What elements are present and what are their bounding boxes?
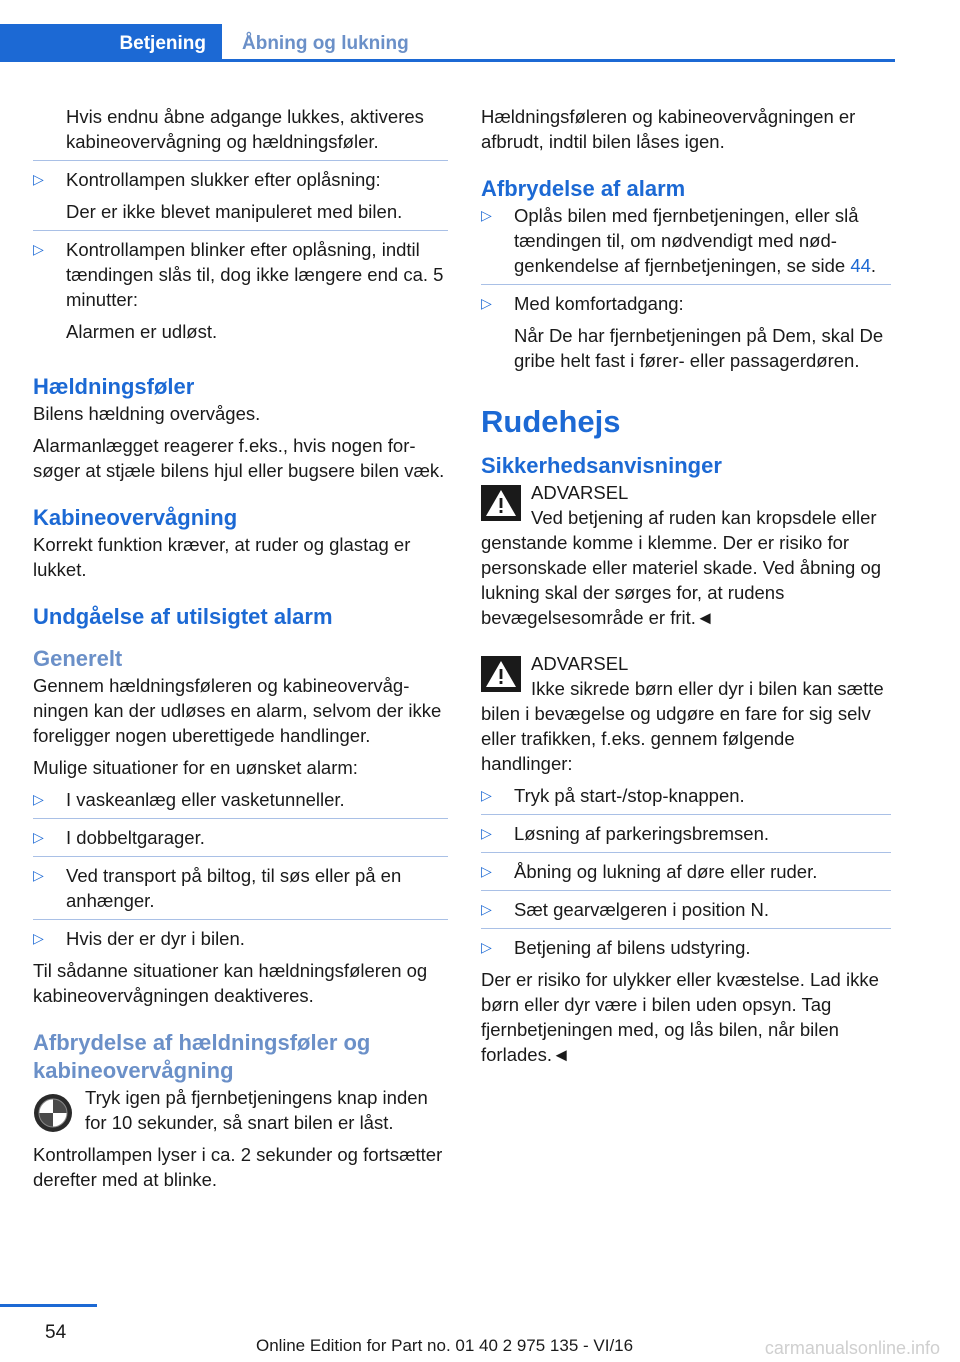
triangle-right-icon: ▷	[33, 171, 44, 187]
triangle-right-icon: ▷	[33, 867, 44, 883]
list-item	[481, 291, 891, 373]
paragraph: Alarmanlægget reagerer f.eks., hvis nogen forsøger at stjæle bilens hjul eller bugsere bilen væk.	[33, 435, 445, 481]
list-item-text: Oplås bilen med fjernbetjeningen, eller slå tændingen til, om nødvendigt med nødgenkendelse af fjernbetjeningen, se side	[514, 205, 859, 276]
list-item	[33, 926, 448, 951]
paragraph: Kontrollampen lyser i ca. 2 sekunder og fortsætter derefter med at blinke.	[33, 1144, 443, 1190]
tab-abning-og-lukning[interactable]: Åbning og lukning	[242, 32, 409, 54]
paragraph: Korrekt funktion kræver, at ruder og glastag er lukket.	[33, 534, 411, 580]
triangle-right-icon: ▷	[481, 863, 492, 879]
list-item	[481, 897, 891, 929]
list-item	[33, 237, 448, 344]
page-link-44[interactable]: 44	[850, 255, 871, 276]
heading-rudehejs: Rudehejs	[481, 404, 621, 439]
tab-betjening[interactable]: Betjening	[0, 24, 222, 62]
page-number: 54	[45, 1322, 67, 1343]
warning-block	[481, 651, 891, 676]
list-item-text: Åbning og lukning af døre eller ruder.	[514, 861, 818, 882]
list-item	[481, 859, 891, 891]
paragraph: Hældningsføleren og kabineovervågningen er afbrudt, indtil bilen låses igen.	[481, 106, 856, 152]
list-item-text: Hvis der er dyr i bilen.	[66, 928, 245, 949]
heading-undgaelse-alarm: Undgåelse af utilsigtet alarm	[33, 604, 333, 629]
list-item-text: I dobbeltgarager.	[66, 827, 205, 848]
paragraph: Bilens hældning overvåges.	[33, 403, 261, 424]
list-item-text: Tryk på start-/stop-knappen.	[514, 785, 745, 806]
bmw-logo-icon	[33, 1093, 73, 1133]
list-item-text: Betjening af bilens udstyring.	[514, 937, 751, 958]
list-item-text: Alarmen er udløst.	[66, 321, 218, 342]
warning-text: Ikke sikrede børn eller dyr i bilen kan sætte bilen i bevægelse og udgøre en fare for sig selv eller trafikken, f.eks. gennem følgende handlinger:	[481, 678, 884, 774]
list-item	[33, 167, 448, 231]
warning-triangle-icon	[481, 656, 521, 692]
paragraph: Der er risiko for ulykker eller kvæstelse. Lad ikke børn eller dyr være i bilen uden opsyn. Tag fjernbetjeningen med, og lås bilen, når bilen forlades.◄	[481, 969, 879, 1065]
paragraph: Gennem hældningsføleren og kabineovervågningen kan der udløses en alarm, selvom der ikke foreligger nogen uberettigede handlinger.	[33, 675, 442, 746]
list-item	[481, 821, 891, 853]
list-item	[481, 783, 891, 815]
triangle-right-icon: ▷	[481, 939, 492, 955]
triangle-right-icon: ▷	[33, 791, 44, 807]
list-item-text: Løsning af parkeringsbremsen.	[514, 823, 770, 844]
list-item	[481, 203, 891, 285]
list-item	[481, 935, 891, 960]
triangle-right-icon: ▷	[481, 207, 492, 223]
warning-text: Ved betjening af ruden kan kropsdele eller genstande komme i klemme. Der er risiko for personskade eller materiel skade. Ved åbning og lukning skal der sørges for, at rudens bevægelsesområde er frit.◄	[481, 507, 882, 628]
list-item-text: Ved transport på biltog, til søs eller på en anhænger.	[66, 865, 402, 911]
warning-triangle-icon	[481, 485, 521, 521]
paragraph: Mulige situationer for en uønsket alarm:	[33, 757, 358, 778]
list-item-text: Der er ikke blevet manipuleret med bilen.	[66, 201, 403, 222]
heading-afbrydelse-haeldningsfoler: Afbrydelse af hældningsføler og kabineovervågning	[33, 1030, 371, 1083]
list-item	[33, 787, 448, 819]
paragraph: Tryk igen på fjernbetjeningens knap inden for 10 sekunder, så snart bilen er låst.	[85, 1087, 428, 1133]
paragraph: Hvis endnu åbne adgange lukkes, aktiveres kabineovervågning og hældningsføler.	[33, 104, 448, 161]
left-column	[33, 104, 448, 1199]
badge-paragraph	[33, 1085, 448, 1142]
list-item-text: Kontrollampen slukker efter oplåsning:	[66, 169, 381, 190]
triangle-right-icon: ▷	[481, 825, 492, 841]
heading-sikkerhedsanvisninger: Sikkerhedsanvisninger	[481, 453, 722, 478]
list-item-text: Kontrollampen blinker efter oplåsning, indtil tændingen slås til, dog ikke længere end ca. 5 minutter:	[66, 239, 444, 310]
list-item-text: I vaskeanlæg eller vasketunneller.	[66, 789, 345, 810]
list-item-text: .	[870, 255, 877, 276]
edition-text: Online Edition for Part no. 01 40 2 975 135 - VI/16	[256, 1336, 634, 1355]
list-item-text: Med komfortadgang:	[514, 293, 684, 314]
warning-block	[481, 480, 891, 505]
footer-divider	[0, 1304, 97, 1307]
triangle-right-icon: ▷	[481, 295, 492, 311]
list-item	[33, 825, 448, 857]
list-item	[33, 863, 448, 920]
heading-kabineovervagning: Kabineovervågning	[33, 505, 238, 530]
header-divider	[0, 59, 895, 62]
heading-afbrydelse-alarm: Afbrydelse af alarm	[481, 176, 686, 201]
triangle-right-icon: ▷	[481, 787, 492, 803]
watermark: carmanualsonline.info	[764, 1338, 940, 1358]
warning-title: ADVARSEL	[531, 653, 629, 674]
triangle-right-icon: ▷	[33, 829, 44, 845]
heading-generelt: Generelt	[33, 646, 123, 671]
triangle-right-icon: ▷	[33, 241, 44, 257]
paragraph: Til sådanne situationer kan hældningsføleren og kabineovervågningen deaktiveres.	[33, 960, 428, 1006]
list-item-text: Når De har fjernbetjeningen på Dem, skal De gribe helt fast i fører- eller passagerdøren.	[514, 325, 884, 371]
triangle-right-icon: ▷	[33, 930, 44, 946]
warning-title: ADVARSEL	[531, 482, 629, 503]
triangle-right-icon: ▷	[481, 901, 492, 917]
list-item-text: Sæt gearvælgeren i position N.	[514, 899, 770, 920]
page-header	[0, 0, 895, 62]
right-column	[481, 104, 891, 1074]
heading-haeldningsfoler: Hældningsføler	[33, 374, 195, 399]
